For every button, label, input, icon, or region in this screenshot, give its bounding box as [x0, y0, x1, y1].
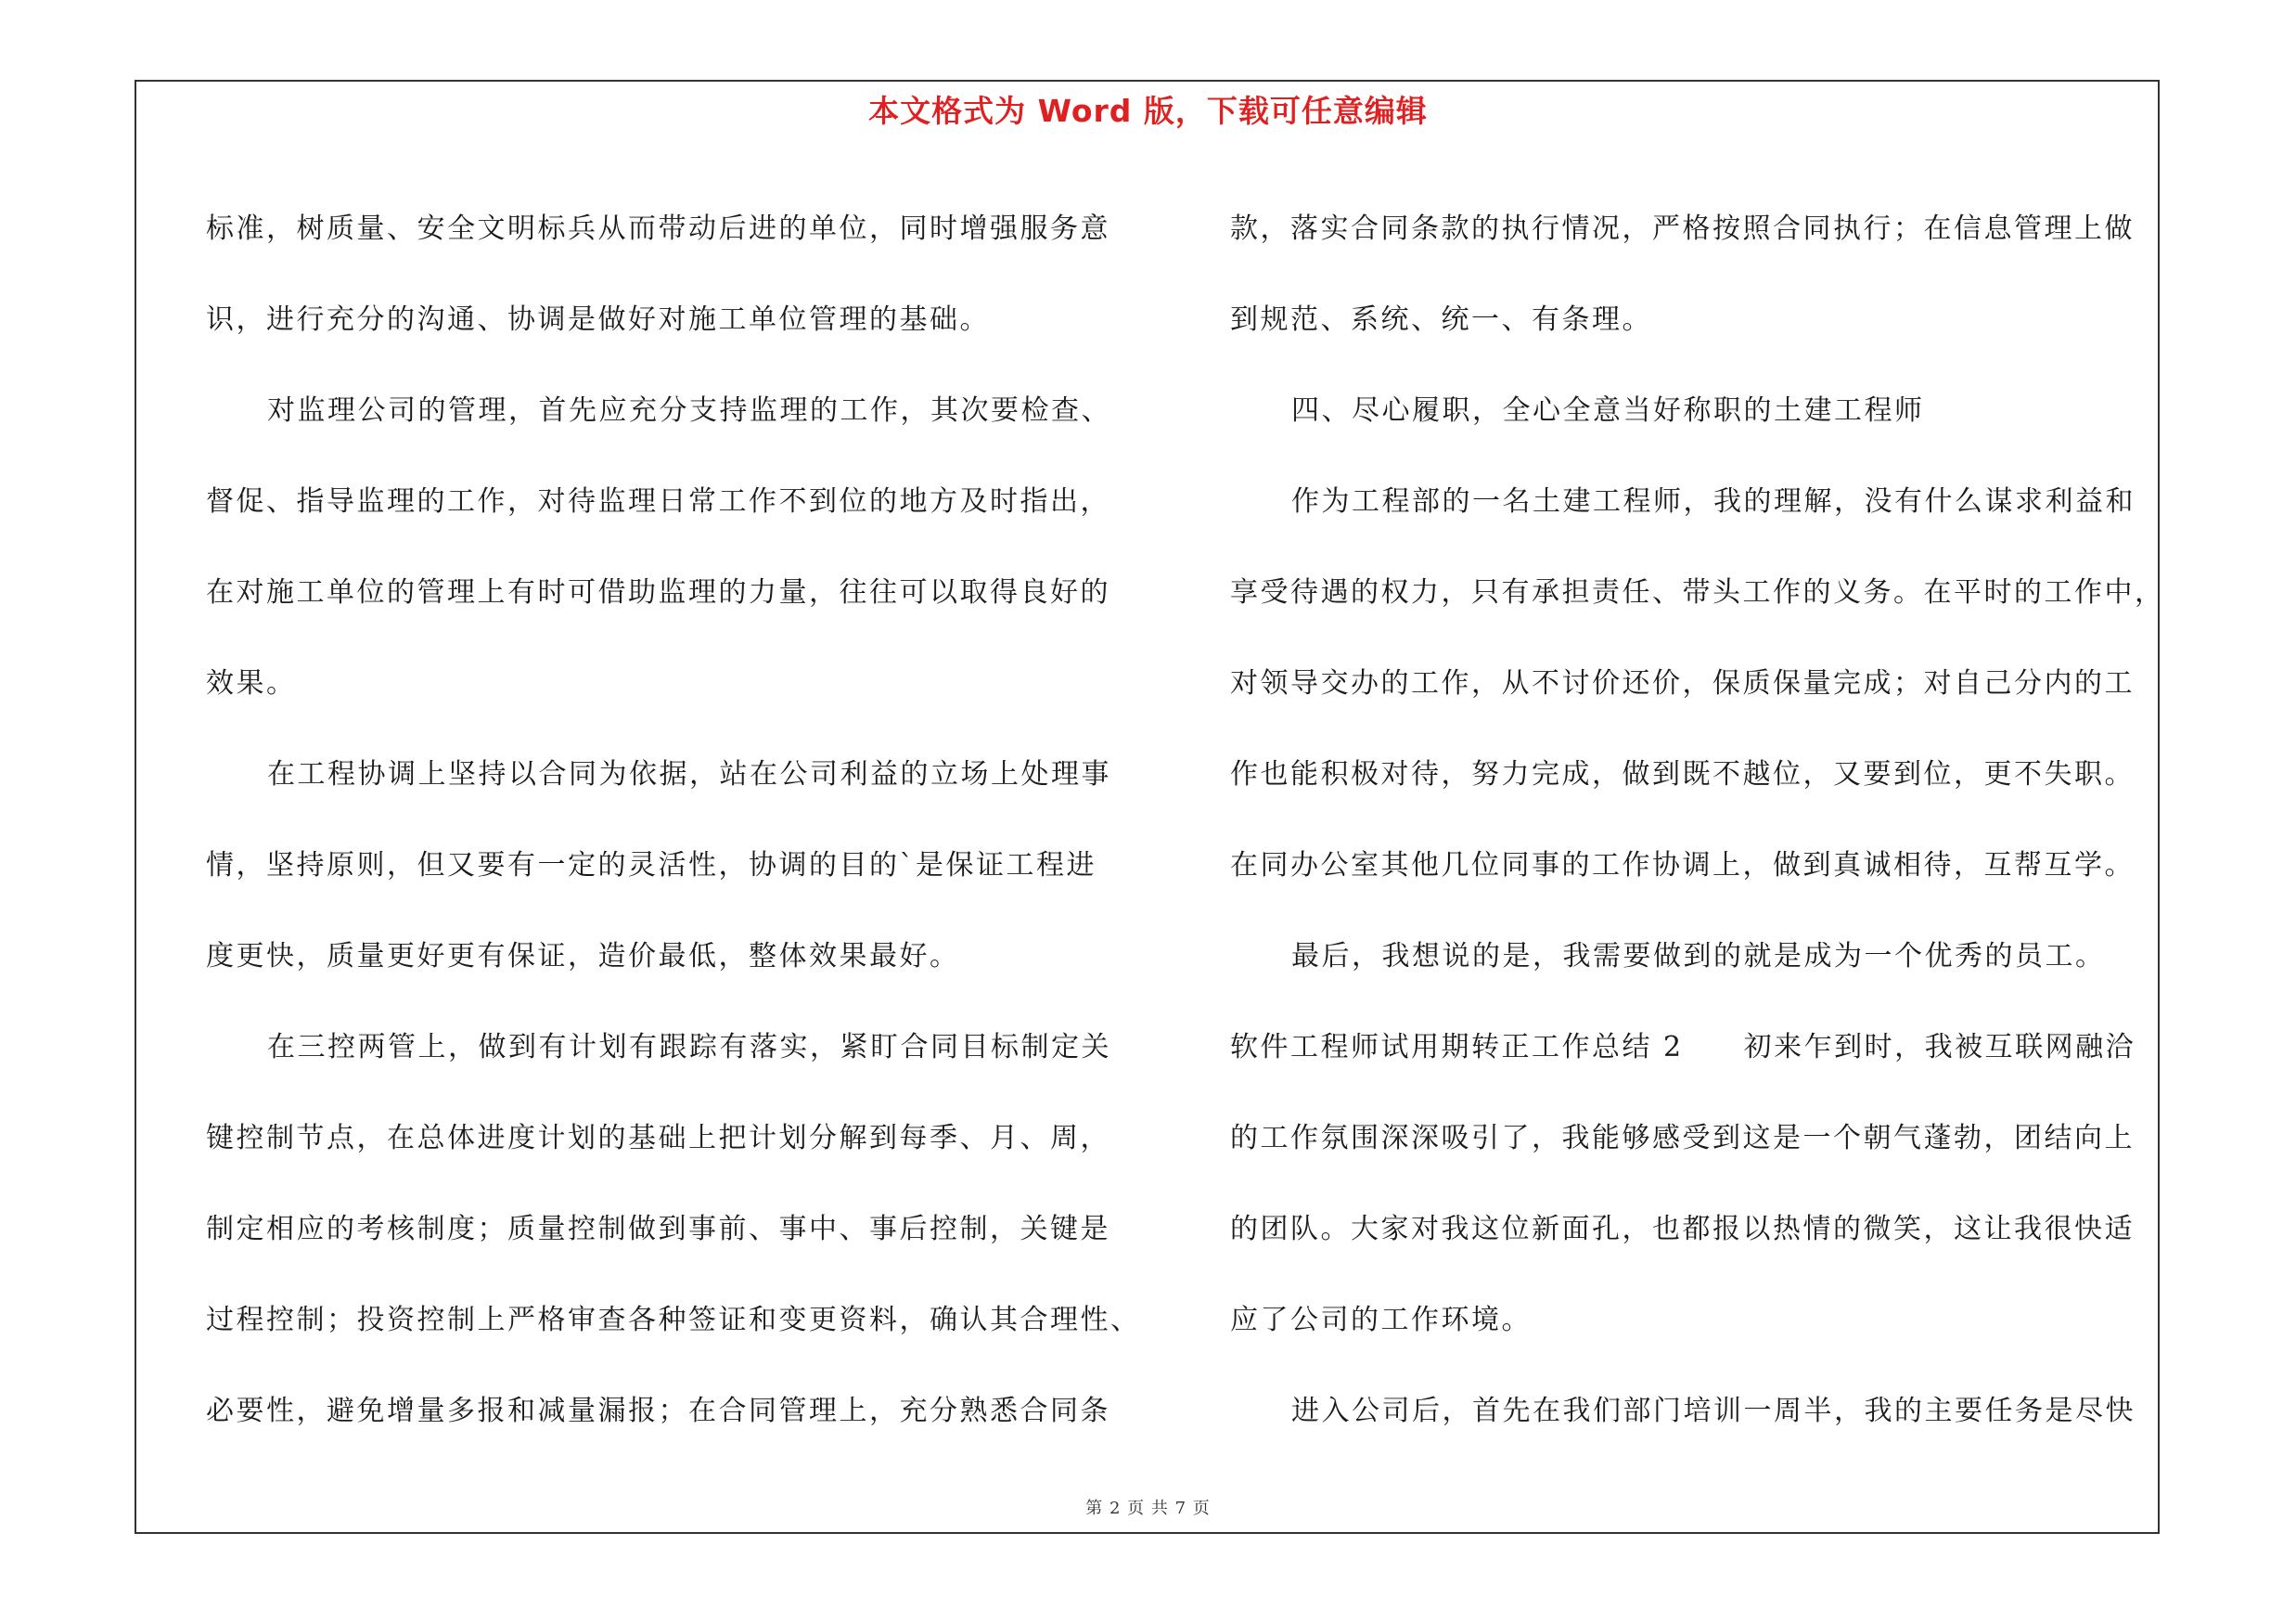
text-line: 键控制节点，在总体进度计划的基础上把计划分解到每季、月、周，: [206, 1122, 1110, 1154]
text-line: 到规范、系统、统一、有条理。: [1230, 303, 1652, 336]
paragraph-start-line: 在三控两管上，做到有计划有跟踪有落实，紧盯合同目标制定关: [267, 1031, 1111, 1063]
text-line: 情，坚持原则，但又要有一定的灵活性，协调的目的`是保证工程进: [206, 849, 1097, 882]
left-column: [206, 184, 1152, 1457]
paragraph-start-line: 对监理公司的管理，首先应充分支持监理的工作，其次要检查、: [267, 394, 1111, 427]
right-column: [1230, 184, 2186, 1457]
paragraph-start-line: 在工程协调上坚持以合同为依据，站在公司利益的立场上处理事: [267, 758, 1111, 791]
section-heading: 四、尽心履职，全心全意当好称职的土建工程师: [1291, 394, 1925, 427]
text-line: 作也能积极对待，努力完成，做到既不越位，又要到位，更不失职。: [1230, 758, 2135, 791]
text-line: 应了公司的工作环境。: [1230, 1304, 1532, 1336]
text-line: 享受待遇的权力，只有承担责任、带头工作的义务。在平时的工作中，: [1230, 576, 2165, 609]
page-footer: 第 2 页 共 7 页: [1085, 1499, 1211, 1518]
text-line: 的工作氛围深深吸引了，我能够感受到这是一个朝气蓬勃，团结向上: [1230, 1122, 2135, 1154]
text-line: 款，落实合同条款的执行情况，严格按照合同执行；在信息管理上做: [1230, 213, 2135, 245]
text-line: 标准，树质量、安全文明标兵从而带动后进的单位，同时增强服务意: [206, 213, 1110, 245]
text-line: 督促、指导监理的工作，对待监理日常工作不到位的地方及时指出，: [206, 485, 1110, 518]
text-line: 度更快，质量更好更有保证，造价最低，整体效果最好。: [206, 940, 960, 973]
text-line: 对领导交办的工作，从不讨价还价，保质保量完成；对自己分内的工: [1230, 667, 2135, 700]
text-line: 在对施工单位的管理上有时可借助监理的力量，往往可以取得良好的: [206, 576, 1110, 609]
text-line: 识，进行充分的沟通、协调是做好对施工单位管理的基础。: [206, 303, 990, 336]
paragraph-start-line: 最后，我想说的是，我需要做到的就是成为一个优秀的员工。: [1291, 940, 2106, 973]
text-line: 在同办公室其他几位同事的工作协调上，做到真诚相待，互帮互学。: [1230, 849, 2135, 882]
text-line: 过程控制；投资控制上严格审查各种签证和变更资料，确认其合理性、: [206, 1304, 1141, 1336]
text-line: 的团队。大家对我这位新面孔，也都报以热情的微笑，这让我很快适: [1230, 1213, 2135, 1245]
paragraph-start-line: 作为工程部的一名土建工程师，我的理解，没有什么谋求利益和: [1291, 485, 2136, 518]
header-banner: 本文格式为 Word 版，下载可任意编辑: [868, 93, 1428, 129]
text-line: 效果。: [206, 667, 297, 700]
text-line: 必要性，避免增量多报和减量漏报；在合同管理上，充分熟悉合同条: [206, 1395, 1110, 1427]
paragraph-start-line: 进入公司后，首先在我们部门培训一周半，我的主要任务是尽快: [1291, 1395, 2136, 1427]
text-line: 制定相应的考核制度；质量控制做到事前、事中、事后控制，关键是: [206, 1213, 1110, 1245]
text-line: 软件工程师试用期转正工作总结 2 初来乍到时，我被互联网融洽: [1230, 1031, 2136, 1063]
